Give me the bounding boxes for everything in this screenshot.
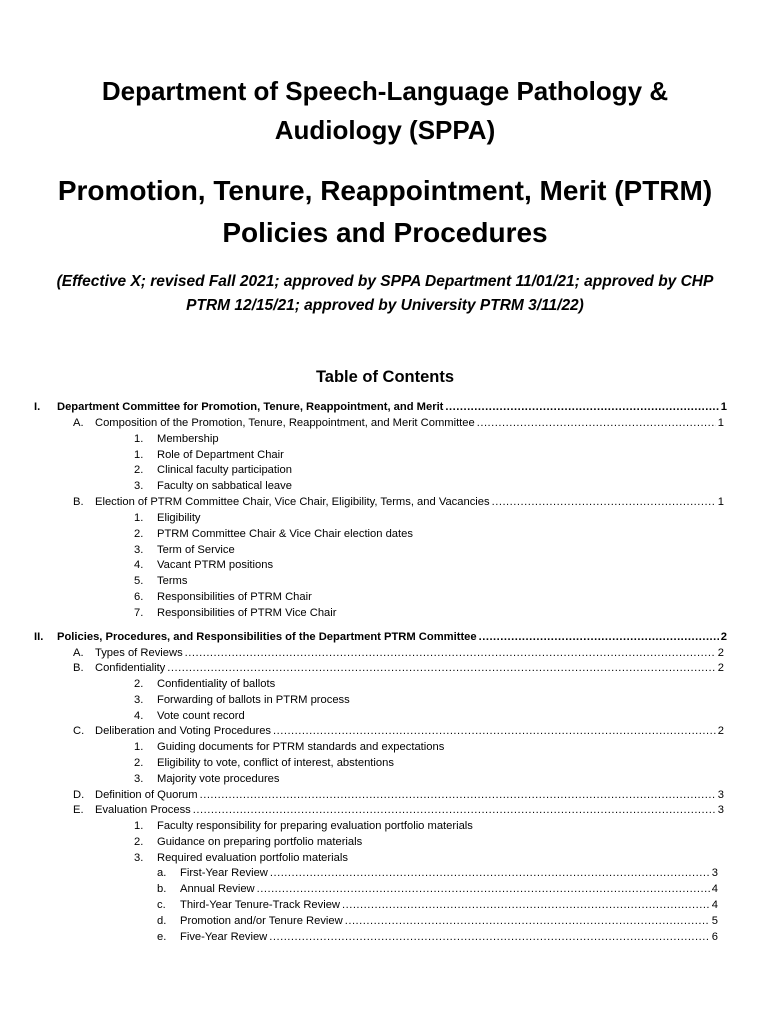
toc-page-number: 6 xyxy=(711,931,718,943)
toc-label: Confidentiality xyxy=(95,662,166,674)
toc-number: 3. xyxy=(134,773,144,785)
effective-note: (Effective X; revised Fall 2021; approved by SPPA Department 11/01/21; approved by CHP PTRM 12/15/21; approved by University PTRM 3/11/22) xyxy=(56,273,714,314)
toc-item[interactable] xyxy=(134,463,292,478)
toc-number: a. xyxy=(157,867,167,879)
toc-number: B. xyxy=(73,496,84,508)
toc-page-number: 3 xyxy=(711,867,718,879)
toc-number: b. xyxy=(157,883,167,895)
toc-label: Vote count record xyxy=(157,710,245,722)
toc-page-number: 2 xyxy=(717,662,724,674)
toc-number: 2. xyxy=(134,464,144,476)
toc-number: 3. xyxy=(134,480,144,492)
toc-number: D. xyxy=(73,789,85,801)
toc-item[interactable] xyxy=(73,661,724,676)
toc-number: 1. xyxy=(134,820,144,832)
toc-item[interactable] xyxy=(134,448,284,463)
toc-number: II. xyxy=(34,631,44,643)
toc-label: Five-Year Review xyxy=(180,931,268,943)
toc-page-number: 3 xyxy=(717,804,724,816)
toc-page-number: 2 xyxy=(717,725,724,737)
toc-leader-dots xyxy=(273,724,716,739)
toc-label: Deliberation and Voting Procedures xyxy=(95,725,272,737)
toc-item[interactable] xyxy=(134,558,274,573)
toc-leader-dots xyxy=(445,400,718,415)
toc-label: Composition of the Promotion, Tenure, Reappointment, and Merit Committee xyxy=(95,417,475,429)
toc-item[interactable] xyxy=(134,835,363,850)
toc-item[interactable] xyxy=(73,724,724,739)
toc-subitem[interactable] xyxy=(157,930,718,945)
toc-number: I. xyxy=(34,401,41,413)
toc-leader-dots xyxy=(479,630,719,645)
toc-subitem[interactable] xyxy=(157,882,718,897)
toc-page-number: 2 xyxy=(720,631,727,643)
toc-label: Eligibility xyxy=(157,512,201,524)
toc-item[interactable] xyxy=(134,740,445,755)
toc-number: 1. xyxy=(134,449,144,461)
toc-number: 1. xyxy=(134,512,144,524)
toc-leader-dots xyxy=(185,646,716,661)
toc-number: 2. xyxy=(134,678,144,690)
toc-label: PTRM Committee Chair & Vice Chair election dates xyxy=(157,528,413,540)
toc-label: Terms xyxy=(157,575,188,587)
toc-number: 5. xyxy=(134,575,144,587)
toc-number: 3. xyxy=(134,694,144,706)
toc-item[interactable] xyxy=(134,819,473,834)
toc-item[interactable] xyxy=(73,646,724,661)
toc-label: Promotion and/or Tenure Review xyxy=(180,915,343,927)
toc-item[interactable] xyxy=(134,606,337,621)
toc-label: Eligibility to vote, conflict of interest, abstentions xyxy=(157,757,394,769)
toc-leader-dots xyxy=(193,803,716,818)
toc-item[interactable] xyxy=(134,432,219,447)
toc-subitem[interactable] xyxy=(157,914,718,929)
toc-heading: Table of Contents xyxy=(315,368,455,386)
toc-leader-dots xyxy=(270,866,710,881)
toc-label: Confidentiality of ballots xyxy=(157,678,276,690)
toc-leader-dots xyxy=(269,930,710,945)
toc-leader-dots xyxy=(200,788,716,803)
toc-leader-dots xyxy=(342,898,710,913)
toc-number: c. xyxy=(157,899,166,911)
toc-number: 7. xyxy=(134,607,144,619)
toc-page-number: 4 xyxy=(711,883,718,895)
toc-label: First-Year Review xyxy=(180,867,268,879)
toc-label: Guidance on preparing portfolio materials xyxy=(157,836,363,848)
toc-item[interactable] xyxy=(134,851,348,866)
toc-number: d. xyxy=(157,915,167,927)
toc-section[interactable] xyxy=(34,400,727,415)
toc-number: 3. xyxy=(134,852,144,864)
toc-page-number: 3 xyxy=(717,789,724,801)
toc-number: 1. xyxy=(134,741,144,753)
policy-title: Promotion, Tenure, Reappointment, Merit (PTRM) Policies and Procedures xyxy=(57,175,713,248)
toc-number: B. xyxy=(73,662,84,674)
toc-number: 2. xyxy=(134,528,144,540)
toc-leader-dots xyxy=(167,661,715,676)
toc-label: Third-Year Tenure-Track Review xyxy=(180,899,340,911)
toc-label: Types of Reviews xyxy=(95,647,183,659)
toc-label: Role of Department Chair xyxy=(157,449,284,461)
toc-label: Policies, Procedures, and Responsibilities of the Department PTRM Committee xyxy=(57,631,477,643)
toc-number: e. xyxy=(157,931,167,943)
toc-label: Forwarding of ballots in PTRM process xyxy=(157,694,350,706)
toc-number: 6. xyxy=(134,591,144,603)
toc-label: Majority vote procedures xyxy=(157,773,280,785)
toc-label: Faculty on sabbatical leave xyxy=(157,480,292,492)
toc-number: E. xyxy=(73,804,84,816)
toc-item[interactable] xyxy=(134,772,280,787)
toc-item[interactable] xyxy=(134,677,276,692)
toc-page-number: 5 xyxy=(711,915,718,927)
toc-item[interactable] xyxy=(134,693,350,708)
toc-number: A. xyxy=(73,417,84,429)
toc-item[interactable] xyxy=(134,590,312,605)
toc-page-number: 1 xyxy=(720,401,727,413)
toc-subitem[interactable] xyxy=(157,898,718,913)
toc-label: Faculty responsibility for preparing evaluation portfolio materials xyxy=(157,820,473,832)
toc-label: Annual Review xyxy=(180,883,255,895)
toc-item[interactable] xyxy=(134,756,394,771)
toc-item[interactable] xyxy=(134,511,201,526)
toc-page-number: 2 xyxy=(717,647,724,659)
toc-label: Clinical faculty participation xyxy=(157,464,292,476)
toc-leader-dots xyxy=(492,495,716,510)
department-title: Department of Speech-Language Pathology & Audiology (SPPA) xyxy=(101,76,669,145)
toc-label: Vacant PTRM positions xyxy=(157,559,274,571)
toc-item[interactable] xyxy=(73,788,724,803)
toc-leader-dots xyxy=(345,914,710,929)
toc-label: Department Committee for Promotion, Tenure, Reappointment, and Merit xyxy=(57,401,444,413)
toc-number: 4. xyxy=(134,559,144,571)
toc-number: 4. xyxy=(134,710,144,722)
toc-subitem[interactable] xyxy=(157,866,718,881)
toc-label: Election of PTRM Committee Chair, Vice Chair, Eligibility, Terms, and Vacancies xyxy=(95,496,490,508)
toc-label: Responsibilities of PTRM Vice Chair xyxy=(157,607,337,619)
toc-page-number: 4 xyxy=(711,899,718,911)
toc-number: 1. xyxy=(134,433,144,445)
toc-label: Definition of Quorum xyxy=(95,789,198,801)
toc-label: Membership xyxy=(157,433,219,445)
toc-leader-dots xyxy=(257,882,710,897)
toc-label: Responsibilities of PTRM Chair xyxy=(157,591,312,603)
toc-item[interactable] xyxy=(134,574,188,589)
toc-label: Guiding documents for PTRM standards and expectations xyxy=(157,741,445,753)
toc-section[interactable] xyxy=(34,630,727,645)
toc-number: 2. xyxy=(134,757,144,769)
toc-item[interactable] xyxy=(134,479,292,494)
toc-number: C. xyxy=(73,725,85,737)
toc-number: 3. xyxy=(134,544,144,556)
toc-item[interactable] xyxy=(134,527,413,542)
toc-item[interactable] xyxy=(73,803,724,818)
toc-item[interactable] xyxy=(134,543,235,558)
toc-item[interactable] xyxy=(73,495,724,510)
toc-page-number: 1 xyxy=(717,496,724,508)
toc-label: Evaluation Process xyxy=(95,804,191,816)
toc-item[interactable] xyxy=(134,709,245,724)
toc-label: Required evaluation portfolio materials xyxy=(157,852,348,864)
toc-number: A. xyxy=(73,647,84,659)
toc-page-number: 1 xyxy=(717,417,724,429)
toc-number: 2. xyxy=(134,836,144,848)
toc-label: Term of Service xyxy=(157,544,235,556)
toc-leader-dots xyxy=(477,416,716,431)
toc-item[interactable] xyxy=(73,416,724,431)
